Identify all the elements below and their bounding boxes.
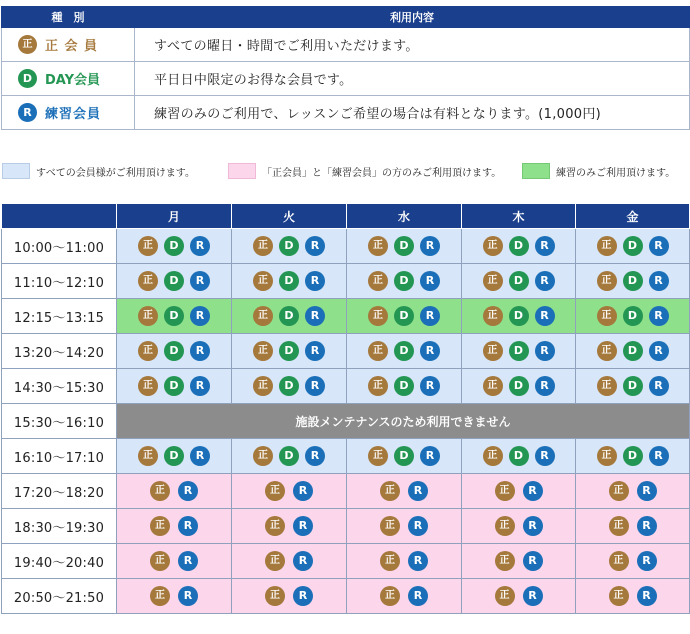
schedule-row: [2, 369, 690, 404]
member-icons: [576, 341, 689, 361]
availability-cell: [117, 579, 232, 614]
regular-member-icon: 正: [253, 446, 273, 466]
practice-member-icon: R: [305, 341, 325, 361]
day-member-icon: D: [509, 236, 529, 256]
practice-member-icon: R: [535, 341, 555, 361]
practice-member-icon: R: [408, 481, 428, 501]
time-slot: 10:00〜11:00: [2, 229, 117, 264]
membership-header-row: [2, 7, 690, 28]
time-slot: 14:30〜15:30: [2, 369, 117, 404]
regular-member-icon: 正: [150, 586, 170, 606]
schedule-row: [2, 264, 690, 299]
member-icons: [576, 446, 689, 466]
day-member-icon: D: [279, 236, 299, 256]
regular-member-icon: 正: [368, 376, 388, 396]
practice-member-icon: R: [293, 586, 313, 606]
time-slot: 12:15〜13:15: [2, 299, 117, 334]
member-icons: [347, 341, 461, 361]
practice-member-icon: R: [293, 481, 313, 501]
regular-member-icon: 正: [265, 586, 285, 606]
schedule-row: [2, 334, 690, 369]
member-icons: [117, 306, 231, 326]
availability-cell: [462, 369, 576, 404]
day-member-icon: D: [509, 271, 529, 291]
membership-name-cell: [2, 62, 135, 96]
day-member-icon: D: [509, 376, 529, 396]
day-member-icon: D: [394, 376, 414, 396]
schedule-row: [2, 544, 690, 579]
availability-cell: [117, 439, 232, 474]
practice-member-icon: R: [535, 376, 555, 396]
schedule-row: [2, 299, 690, 334]
practice-member-icon: R: [190, 376, 210, 396]
member-icons: [117, 271, 231, 291]
regular-member-icon: 正: [380, 481, 400, 501]
availability-cell: [462, 544, 576, 579]
availability-cell: [462, 334, 576, 369]
member-icons: [117, 551, 231, 571]
practice-member-icon: R: [420, 446, 440, 466]
member-icons: [462, 481, 575, 501]
availability-cell: [462, 579, 576, 614]
regular-member-icon: 正: [597, 271, 617, 291]
time-slot: 11:10〜12:10: [2, 264, 117, 299]
availability-cell: [462, 474, 576, 509]
legend-item-all: [2, 161, 195, 181]
availability-cell: [347, 334, 462, 369]
regular-member-icon: 正: [150, 551, 170, 571]
day-member-icon: D: [509, 446, 529, 466]
member-icons: [576, 586, 689, 606]
practice-member-icon: R: [649, 446, 669, 466]
regular-member-icon: 正: [253, 341, 273, 361]
member-icons: [576, 516, 689, 536]
membership-row-day: [2, 62, 690, 96]
regular-member-icon: 正: [138, 376, 158, 396]
practice-member-icon: R: [535, 306, 555, 326]
regular-member-icon: 正: [380, 551, 400, 571]
practice-member-icon: R: [535, 236, 555, 256]
availability-cell: [117, 334, 232, 369]
practice-member-icon: R: [293, 551, 313, 571]
practice-member-icon: R: [637, 586, 657, 606]
day-member-icon: D: [164, 341, 184, 361]
availability-cell: [347, 264, 462, 299]
member-icons: [347, 481, 461, 501]
membership-name: DAY会員: [45, 73, 101, 88]
day-member-icon: D: [279, 306, 299, 326]
membership-name: 練習会員: [45, 107, 102, 122]
practice-member-icon: R: [649, 236, 669, 256]
regular-member-icon: 正: [483, 376, 503, 396]
availability-cell: [232, 509, 347, 544]
member-icons: [232, 516, 346, 536]
practice-member-icon: R: [649, 271, 669, 291]
regular-member-icon: 正: [483, 306, 503, 326]
regular-member-icon: 正: [265, 516, 285, 536]
member-icons: [232, 236, 346, 256]
member-icons: [232, 446, 346, 466]
regular-member-icon: 正: [138, 271, 158, 291]
availability-cell: [232, 439, 347, 474]
schedule-header-row: [2, 204, 690, 229]
day-member-icon: D: [279, 376, 299, 396]
membership-usage-header: 利用内容: [135, 7, 690, 28]
regular-member-icon: 正: [18, 35, 37, 54]
regular-member-icon: 正: [265, 481, 285, 501]
regular-member-icon: 正: [495, 516, 515, 536]
availability-cell: [232, 334, 347, 369]
availability-cell: [347, 229, 462, 264]
legend-text: すべての会員様がご利用頂けます。: [36, 167, 195, 179]
day-member-icon: D: [394, 446, 414, 466]
practice-member-icon: R: [420, 271, 440, 291]
practice-member-icon: R: [293, 516, 313, 536]
regular-member-icon: 正: [253, 271, 273, 291]
day-member-icon: D: [164, 271, 184, 291]
member-icons: [117, 446, 231, 466]
member-icons: [117, 236, 231, 256]
regular-member-icon: 正: [138, 236, 158, 256]
membership-row-regular: [2, 28, 690, 62]
time-slot: 17:20〜18:20: [2, 474, 117, 509]
member-icons: [462, 306, 575, 326]
availability-cell: [232, 299, 347, 334]
day-member-icon: D: [623, 376, 643, 396]
availability-cell: [576, 369, 690, 404]
practice-member-icon: R: [305, 446, 325, 466]
practice-member-icon: R: [523, 551, 543, 571]
day-member-icon: D: [18, 69, 37, 88]
practice-member-icon: R: [523, 481, 543, 501]
regular-member-icon: 正: [597, 376, 617, 396]
practice-member-icon: R: [178, 586, 198, 606]
member-icons: [347, 446, 461, 466]
schedule-row: [2, 404, 690, 439]
availability-cell: [347, 579, 462, 614]
availability-cell: [576, 579, 690, 614]
time-slot: 13:20〜14:20: [2, 334, 117, 369]
practice-member-icon: R: [420, 341, 440, 361]
member-icons: [117, 376, 231, 396]
availability-cell: [117, 544, 232, 579]
legend-swatch-blue: [2, 163, 30, 179]
membership-desc: 平日日中限定のお得な会員です。: [135, 62, 690, 96]
membership-desc: 練習のみのご利用で、レッスンご希望の場合は有料となります。(1,000円): [135, 96, 690, 130]
regular-member-icon: 正: [368, 236, 388, 256]
day-header-tue: 火: [232, 204, 347, 229]
member-icons: [347, 551, 461, 571]
practice-member-icon: R: [649, 341, 669, 361]
member-icons: [232, 341, 346, 361]
member-icons: [462, 446, 575, 466]
regular-member-icon: 正: [597, 236, 617, 256]
availability-cell: [462, 229, 576, 264]
member-icons: [232, 271, 346, 291]
member-icons: [232, 586, 346, 606]
regular-member-icon: 正: [609, 516, 629, 536]
availability-cell: [347, 369, 462, 404]
practice-member-icon: R: [408, 551, 428, 571]
practice-member-icon: R: [637, 481, 657, 501]
day-member-icon: D: [509, 341, 529, 361]
regular-member-icon: 正: [368, 271, 388, 291]
practice-member-icon: R: [408, 586, 428, 606]
availability-cell: [462, 509, 576, 544]
practice-member-icon: R: [637, 516, 657, 536]
regular-member-icon: 正: [609, 481, 629, 501]
schedule-row: [2, 439, 690, 474]
legend-swatch-green: [522, 163, 550, 179]
day-member-icon: D: [623, 271, 643, 291]
regular-member-icon: 正: [368, 341, 388, 361]
availability-cell: [576, 334, 690, 369]
regular-member-icon: 正: [368, 446, 388, 466]
member-icons: [232, 306, 346, 326]
practice-member-icon: R: [190, 446, 210, 466]
schedule-row: [2, 509, 690, 544]
schedule-corner: [2, 204, 117, 229]
availability-cell: [576, 264, 690, 299]
member-icons: [347, 516, 461, 536]
availability-cell: [117, 299, 232, 334]
legend-item-regular-practice: [228, 161, 501, 181]
legend: [2, 161, 690, 181]
availability-cell: [462, 299, 576, 334]
maintenance-notice: 施設メンテナンスのため利用できません: [117, 404, 690, 439]
availability-cell: [232, 369, 347, 404]
regular-member-icon: 正: [150, 481, 170, 501]
practice-member-icon: R: [18, 103, 37, 122]
availability-cell: [347, 299, 462, 334]
regular-member-icon: 正: [495, 586, 515, 606]
member-icons: [117, 586, 231, 606]
practice-member-icon: R: [523, 586, 543, 606]
regular-member-icon: 正: [138, 341, 158, 361]
day-member-icon: D: [394, 341, 414, 361]
availability-cell: [232, 264, 347, 299]
member-icons: [117, 516, 231, 536]
practice-member-icon: R: [190, 271, 210, 291]
day-header-mon: 月: [117, 204, 232, 229]
member-icons: [232, 551, 346, 571]
practice-member-icon: R: [420, 236, 440, 256]
regular-member-icon: 正: [495, 481, 515, 501]
member-icons: [576, 481, 689, 501]
member-icons: [462, 586, 575, 606]
member-icons: [232, 481, 346, 501]
regular-member-icon: 正: [483, 271, 503, 291]
availability-cell: [576, 229, 690, 264]
regular-member-icon: 正: [483, 446, 503, 466]
practice-member-icon: R: [190, 306, 210, 326]
regular-member-icon: 正: [597, 306, 617, 326]
legend-item-practice-only: [522, 161, 675, 181]
practice-member-icon: R: [535, 446, 555, 466]
practice-member-icon: R: [649, 306, 669, 326]
practice-member-icon: R: [178, 551, 198, 571]
availability-cell: [117, 474, 232, 509]
day-member-icon: D: [623, 341, 643, 361]
legend-text: 練習のみご利用頂けます。: [556, 167, 676, 179]
day-member-icon: D: [164, 306, 184, 326]
availability-cell: [232, 579, 347, 614]
availability-cell: [576, 299, 690, 334]
day-member-icon: D: [623, 236, 643, 256]
time-slot: 20:50〜21:50: [2, 579, 117, 614]
day-member-icon: D: [164, 446, 184, 466]
membership-name-cell: [2, 96, 135, 130]
member-icons: [347, 376, 461, 396]
schedule-row: [2, 579, 690, 614]
regular-member-icon: 正: [253, 306, 273, 326]
membership-row-practice: [2, 96, 690, 130]
membership-desc: すべての曜日・時間でご利用いただけます。: [135, 28, 690, 62]
member-icons: [232, 376, 346, 396]
availability-cell: [117, 509, 232, 544]
member-icons: [576, 551, 689, 571]
practice-member-icon: R: [408, 516, 428, 536]
availability-cell: [117, 264, 232, 299]
schedule-table: [1, 203, 690, 614]
schedule-row: [2, 229, 690, 264]
member-icons: [347, 586, 461, 606]
regular-member-icon: 正: [609, 551, 629, 571]
practice-member-icon: R: [190, 236, 210, 256]
practice-member-icon: R: [305, 271, 325, 291]
member-icons: [462, 271, 575, 291]
day-member-icon: D: [623, 306, 643, 326]
regular-member-icon: 正: [483, 236, 503, 256]
practice-member-icon: R: [523, 516, 543, 536]
member-icons: [117, 481, 231, 501]
membership-name-cell: [2, 28, 135, 62]
regular-member-icon: 正: [597, 446, 617, 466]
time-slot: 18:30〜19:30: [2, 509, 117, 544]
regular-member-icon: 正: [253, 236, 273, 256]
regular-member-icon: 正: [150, 516, 170, 536]
membership-type-header: 種 別: [2, 7, 135, 28]
day-member-icon: D: [164, 236, 184, 256]
day-member-icon: D: [279, 341, 299, 361]
day-member-icon: D: [509, 306, 529, 326]
member-icons: [462, 236, 575, 256]
member-icons: [347, 306, 461, 326]
practice-member-icon: R: [535, 271, 555, 291]
availability-cell: [462, 439, 576, 474]
practice-member-icon: R: [649, 376, 669, 396]
member-icons: [576, 271, 689, 291]
availability-cell: [576, 439, 690, 474]
time-slot: 19:40〜20:40: [2, 544, 117, 579]
member-icons: [462, 516, 575, 536]
day-member-icon: D: [279, 446, 299, 466]
time-slot: 16:10〜17:10: [2, 439, 117, 474]
regular-member-icon: 正: [380, 516, 400, 536]
practice-member-icon: R: [178, 481, 198, 501]
availability-cell: [232, 229, 347, 264]
availability-cell: [347, 439, 462, 474]
day-member-icon: D: [164, 376, 184, 396]
day-member-icon: D: [279, 271, 299, 291]
regular-member-icon: 正: [609, 586, 629, 606]
legend-swatch-pink: [228, 163, 256, 179]
member-icons: [462, 551, 575, 571]
practice-member-icon: R: [420, 376, 440, 396]
practice-member-icon: R: [305, 236, 325, 256]
availability-cell: [117, 369, 232, 404]
regular-member-icon: 正: [597, 341, 617, 361]
availability-cell: [462, 264, 576, 299]
day-header-thu: 木: [462, 204, 576, 229]
member-icons: [576, 376, 689, 396]
regular-member-icon: 正: [265, 551, 285, 571]
time-slot: 15:30〜16:10: [2, 404, 117, 439]
practice-member-icon: R: [190, 341, 210, 361]
regular-member-icon: 正: [368, 306, 388, 326]
legend-text: 「正会員」と「練習会員」の方のみご利用頂けます。: [262, 167, 502, 179]
availability-cell: [576, 474, 690, 509]
member-icons: [117, 341, 231, 361]
member-icons: [576, 236, 689, 256]
practice-member-icon: R: [178, 516, 198, 536]
practice-member-icon: R: [305, 376, 325, 396]
member-icons: [347, 271, 461, 291]
day-header-wed: 水: [347, 204, 462, 229]
day-member-icon: D: [623, 446, 643, 466]
practice-member-icon: R: [637, 551, 657, 571]
regular-member-icon: 正: [495, 551, 515, 571]
day-header-fri: 金: [576, 204, 690, 229]
regular-member-icon: 正: [253, 376, 273, 396]
member-icons: [347, 236, 461, 256]
availability-cell: [232, 544, 347, 579]
day-member-icon: D: [394, 306, 414, 326]
availability-cell: [232, 474, 347, 509]
availability-cell: [347, 509, 462, 544]
practice-member-icon: R: [305, 306, 325, 326]
member-icons: [462, 376, 575, 396]
day-member-icon: D: [394, 236, 414, 256]
member-icons: [462, 341, 575, 361]
schedule-row: [2, 474, 690, 509]
availability-cell: [576, 509, 690, 544]
regular-member-icon: 正: [138, 446, 158, 466]
member-icons: [576, 306, 689, 326]
availability-cell: [347, 474, 462, 509]
availability-cell: [347, 544, 462, 579]
practice-member-icon: R: [420, 306, 440, 326]
regular-member-icon: 正: [138, 306, 158, 326]
availability-cell: [117, 229, 232, 264]
regular-member-icon: 正: [380, 586, 400, 606]
membership-name: 正 会 員: [45, 39, 99, 54]
day-member-icon: D: [394, 271, 414, 291]
availability-cell: [576, 544, 690, 579]
regular-member-icon: 正: [483, 341, 503, 361]
membership-table: [1, 6, 690, 130]
